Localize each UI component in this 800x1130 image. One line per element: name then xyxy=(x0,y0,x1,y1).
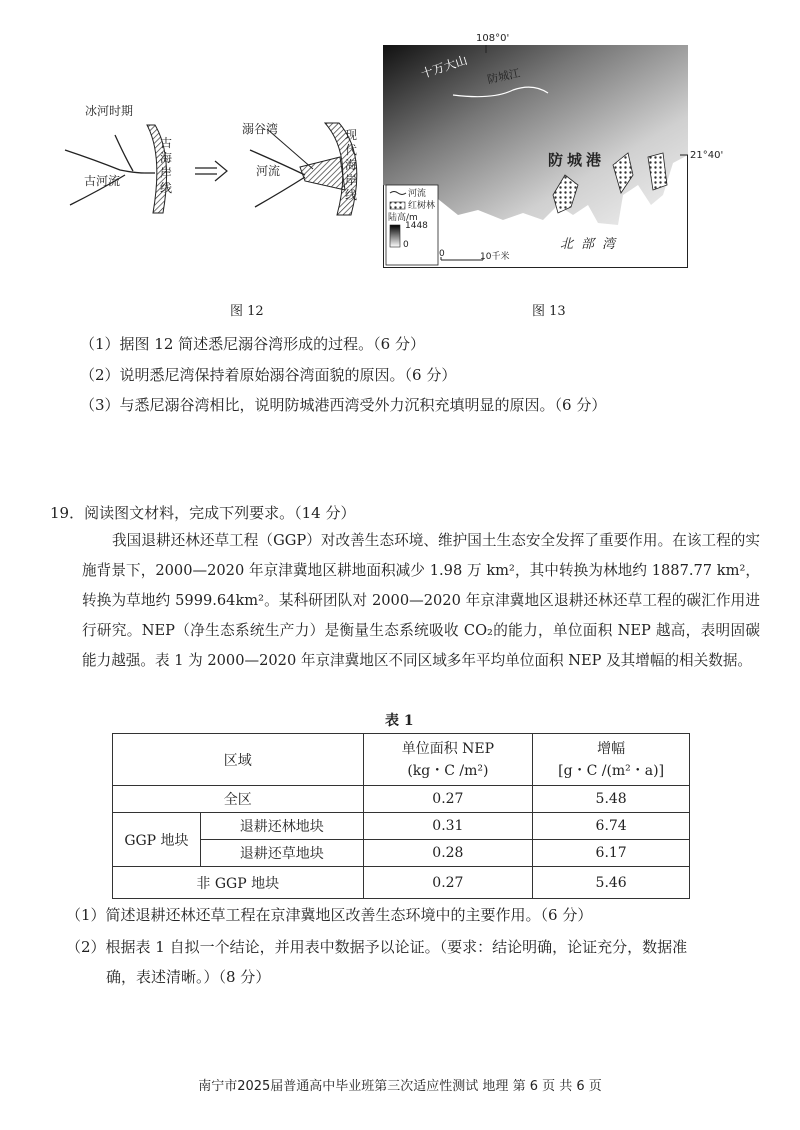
fig12-ancient-river-label: 古河流 xyxy=(84,174,121,188)
header-increase-unit: [g・C /(m²・a)] xyxy=(558,762,665,779)
row-increase: 5.46 xyxy=(533,867,690,899)
row-name: 退耕还草地块 xyxy=(200,840,363,867)
header-region: 区域 xyxy=(113,734,364,786)
header-increase xyxy=(533,734,690,786)
q19-sub2-cont: 确，表述清晰。）（8 分） xyxy=(106,968,271,986)
fig12-river-label: 河流 xyxy=(256,164,281,178)
header-nep-label: 单位面积 NEP xyxy=(401,740,495,757)
legend-elevation: 陆高/m xyxy=(388,213,418,223)
river-name-label: 防城江 xyxy=(486,66,522,87)
row-increase: 5.48 xyxy=(533,786,690,813)
row-name: 非 GGP 地块 xyxy=(113,867,364,899)
legend-mangrove: 红树林 xyxy=(408,201,436,211)
legend-elevation-max: 1448 xyxy=(405,221,428,231)
row-nep: 0.27 xyxy=(363,867,533,899)
ancient-river xyxy=(65,150,145,173)
table-1-title: 表 1 xyxy=(385,713,414,729)
row-nep: 0.27 xyxy=(363,786,533,813)
q19-paragraph xyxy=(82,526,760,676)
fig12-ancient-coast-label: 古海岸线 xyxy=(160,136,173,195)
sea-label: 北部湾 xyxy=(560,237,624,252)
fig12-modern-coast-label: 现代海岸线 xyxy=(345,128,358,202)
table-header-row xyxy=(113,734,690,786)
q18-sub2: （2）说明悉尼湾保持着原始溺谷湾面貌的原因。（6 分） xyxy=(80,366,457,384)
header-nep xyxy=(363,734,533,786)
longitude-label: 108°0' xyxy=(476,33,510,44)
scale-ten: 10千米 xyxy=(480,252,510,262)
table-row xyxy=(113,867,690,899)
q18-sub3: （3）与悉尼溺谷湾相比，说明防城港西湾受外力沉积充填明显的原因。（6 分） xyxy=(80,396,607,414)
elevation-bar xyxy=(390,225,400,247)
ria-bay xyxy=(300,157,345,190)
row-name: 退耕还林地块 xyxy=(200,813,363,840)
arrow-icon xyxy=(195,161,227,181)
row-increase: 6.17 xyxy=(533,840,690,867)
header-nep-unit: (kg・C /m²) xyxy=(407,762,489,779)
latitude-label: 21°40' xyxy=(690,150,724,161)
fig12-period-label: 冰河时期 xyxy=(85,104,134,118)
q19-sub1: （1）简述退耕还林还草工程在京津冀地区改善生态环境中的主要作用。（6 分） xyxy=(66,906,593,924)
row-nep: 0.31 xyxy=(363,813,533,840)
scale-zero: 0 xyxy=(439,249,445,259)
table-row xyxy=(113,786,690,813)
q19-title: 19．阅读图文材料，完成下列要求。（14 分） xyxy=(50,504,356,522)
city-label: 防城港 xyxy=(548,151,606,169)
q19-paragraph-text: 我国退耕还林还草工程（GGP）对改善生态环境、维护国土生态安全发挥了重要作用。在该工程的实施背景下，2000—2020 年京津冀地区耕地面积减少 1.98 万 km²，其中转换为林地约 1887.77 km²，转换为草地约 5999.64km²。某科研团队对 2000—2020 年京津冀地区退耕还林还草工程的碳汇作用进行研究。NEP（净生态系统生产力）是衡量生态系统吸收 CO₂的能力，单位面积 NEP 越高，表明固碳能力越强。表 1 为 2000—2020 年京津冀地区不同区域多年平均单位面积 NEP 及其增幅的相关数据。 xyxy=(82,532,760,669)
legend-river: 河流 xyxy=(408,189,427,199)
row-name: 全区 xyxy=(113,786,364,813)
q19-sub2: （2）根据表 1 自拟一个结论，并用表中数据予以论证。（要求：结论明确，论证充分，数据准 xyxy=(66,938,688,956)
group-ggp: GGP 地块 xyxy=(113,813,201,867)
row-nep: 0.28 xyxy=(363,840,533,867)
table-1 xyxy=(112,733,690,899)
page-footer: 南宁市2025届普通高中毕业班第三次适应性测试 地理 第 6 页 共 6 页 xyxy=(198,1079,602,1094)
figure-13-caption: 图 13 xyxy=(532,304,566,319)
table-row xyxy=(113,813,690,840)
q18-sub1: （1）据图 12 简述悉尼溺谷湾形成的过程。（6 分） xyxy=(80,335,425,353)
legend-elevation-min: 0 xyxy=(403,240,409,250)
mountain-label: 十万大山 xyxy=(419,52,470,82)
row-increase: 6.74 xyxy=(533,813,690,840)
figure-12-caption: 图 12 xyxy=(230,304,264,319)
fig12-bay-label: 溺谷湾 xyxy=(242,122,279,136)
header-increase-label: 增幅 xyxy=(597,740,626,757)
